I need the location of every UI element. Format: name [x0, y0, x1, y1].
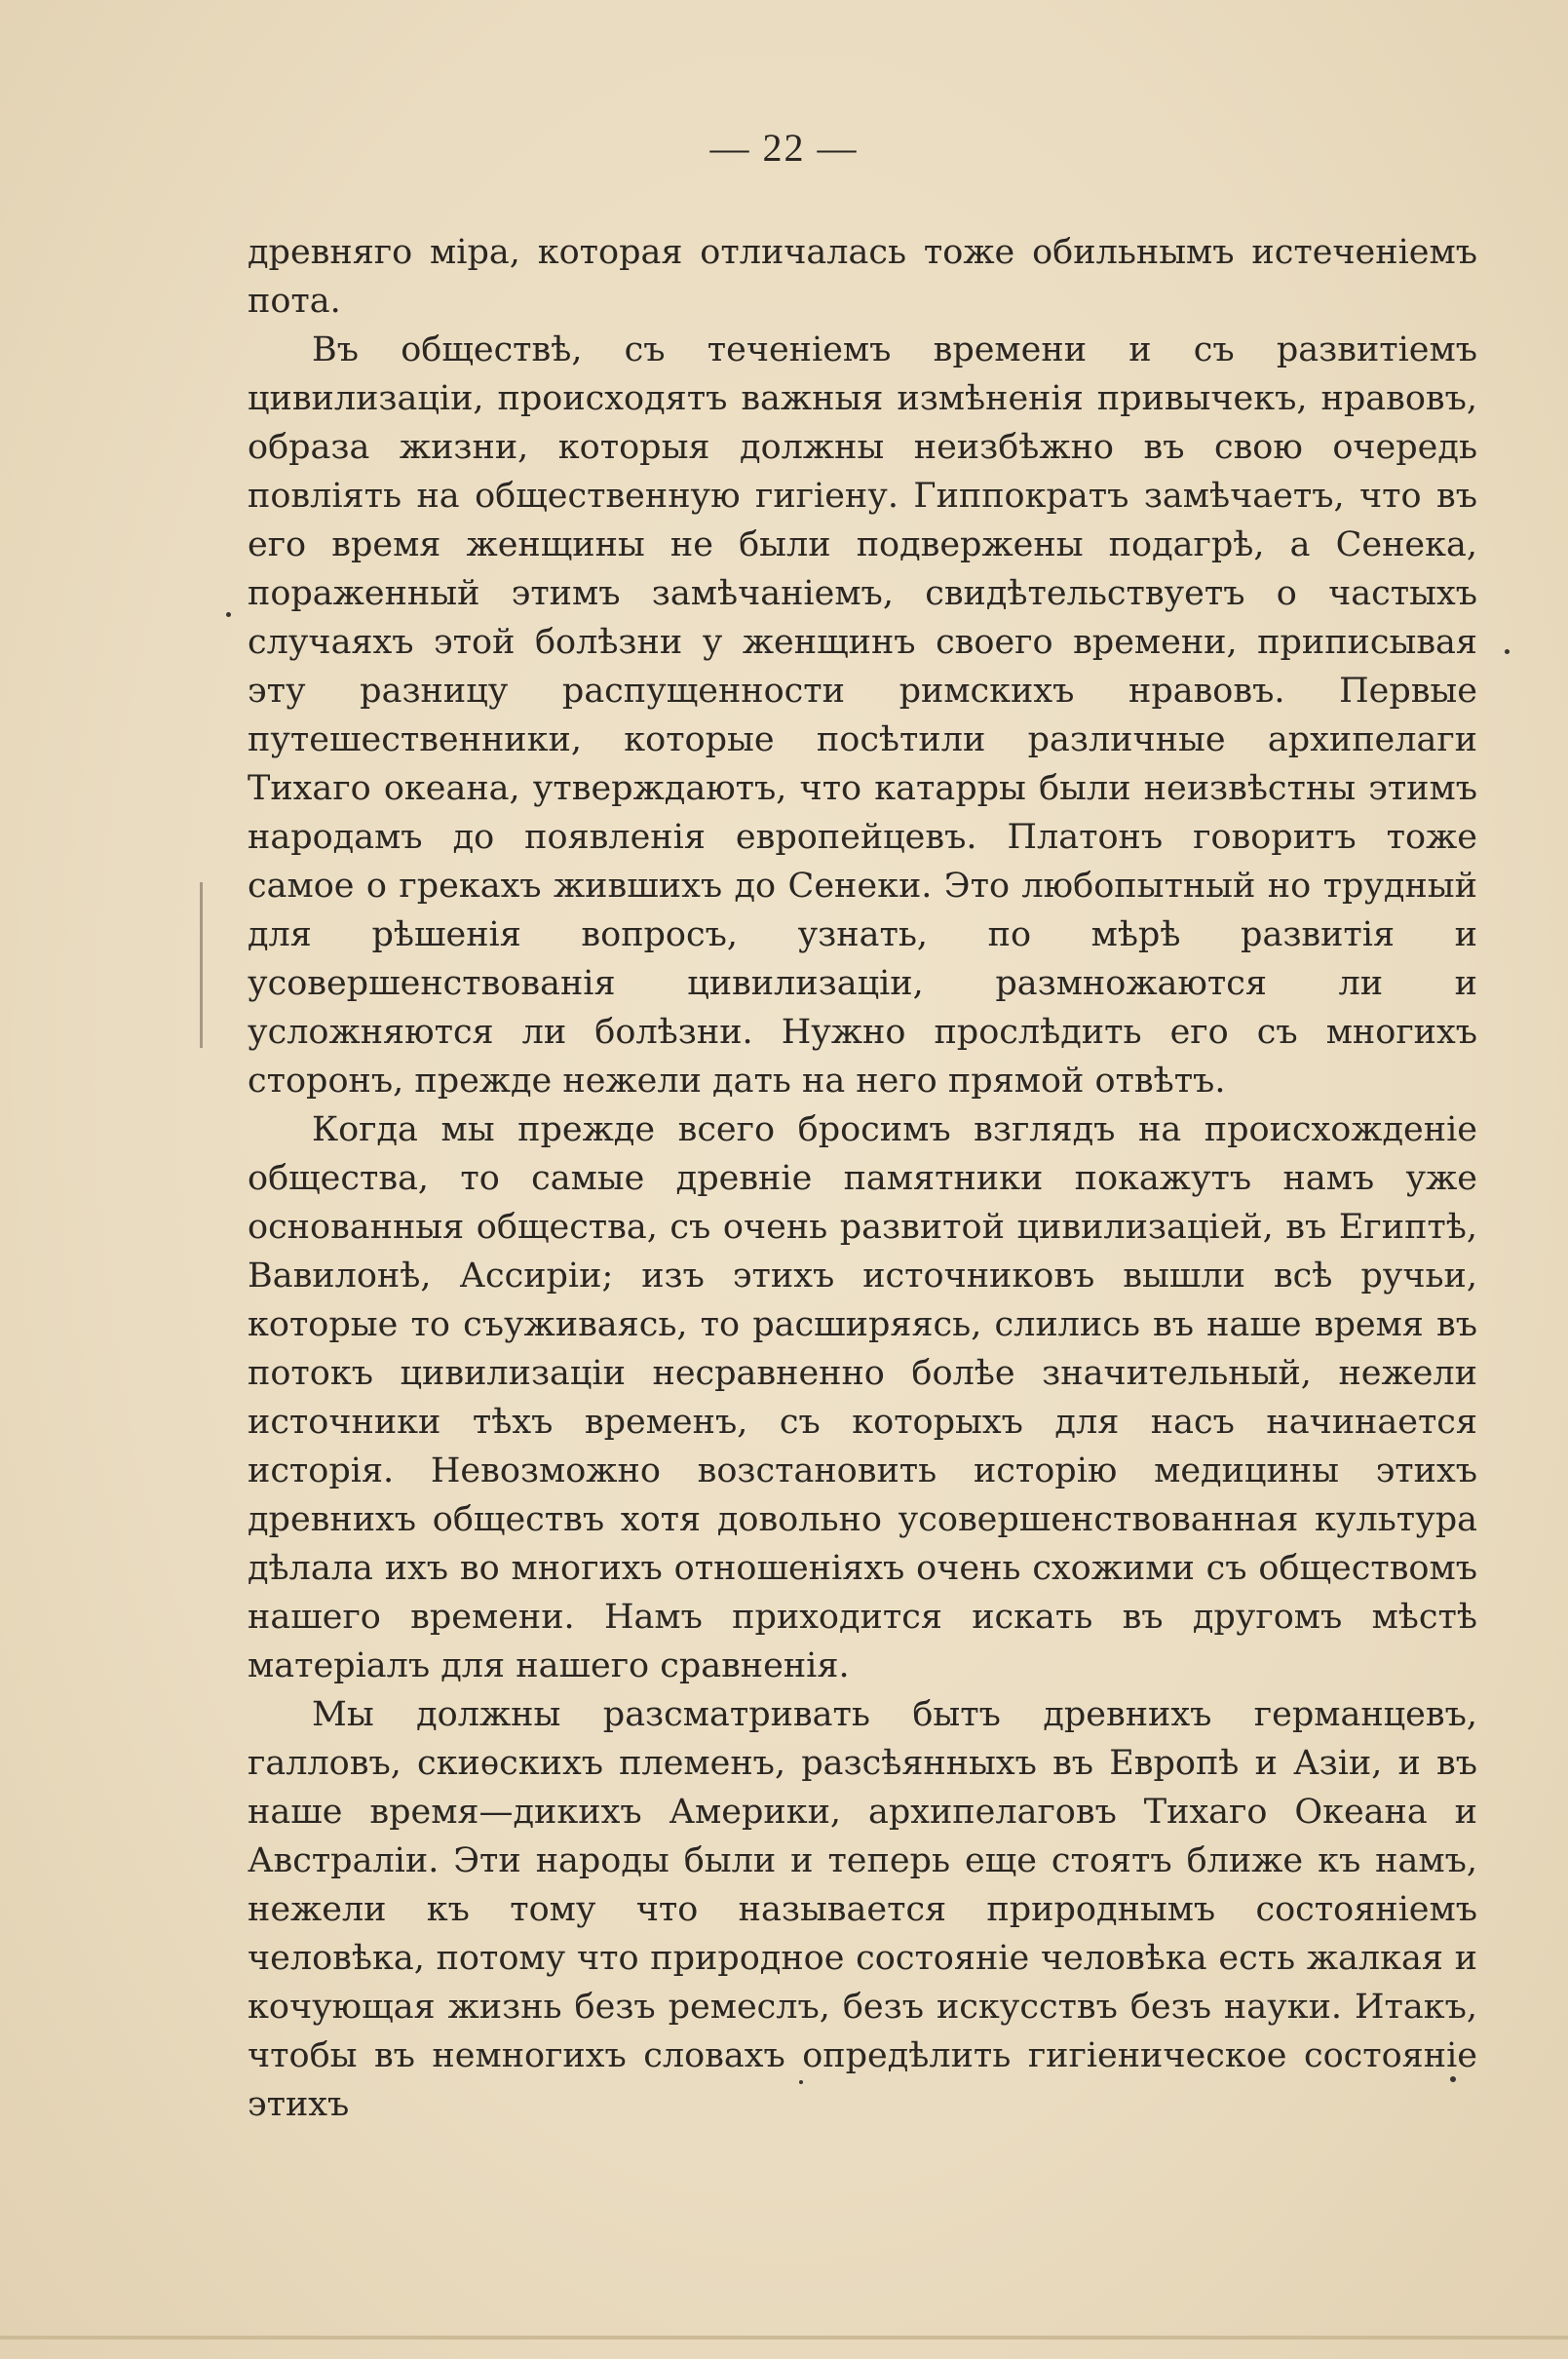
ink-speck [799, 2080, 803, 2084]
ink-speck [226, 612, 231, 617]
page-edge [0, 2336, 1568, 2340]
body-text [248, 228, 1477, 2129]
page-number: — 22 — [709, 126, 859, 170]
paragraph: Когда мы прежде всего бросимъ взглядъ на происхожденіе общества, то самые древніе памятники покажутъ намъ уже основанныя общества, съ очень развитой цивилизаціей, въ Египтѣ, Вавилонѣ, Ассиріи; изъ этихъ источниковъ вышли всѣ ручьи, которые то съуживаясь, то расширяясь, слились въ наше время въ потокъ цивилизаціи несравненно болѣе значительный, нежели источники тѣхъ временъ, съ которыхъ для насъ начинается исторія. Невозможно возстановить исторію медицины этихъ древнихъ обществъ хотя довольно усовершенствованная культура дѣлала ихъ во многихъ отношеніяхъ очень схожими съ обществомъ нашего времени. Намъ приходится искать въ другомъ мѣстѣ матеріалъ для нашего сравненія. [248, 1110, 1477, 1685]
paragraph-continued: древняго міра, которая отличалась тоже обильнымъ истеченіемъ пота. [248, 233, 1477, 321]
margin-pencil-mark [200, 882, 203, 1048]
ink-speck [1450, 2076, 1456, 2082]
paragraph: Въ обществѣ, съ теченіемъ времени и съ развитіемъ цивилизаціи, происходятъ важныя измѣненія привычекъ, нравовъ, образа жизни, которыя должны неизбѣжно въ свою очередь повліять на общественную гигіену. Гиппократъ замѣчаетъ, что въ его время женщины не были подвержены подагрѣ, а Сенека, пораженный этимъ замѣчаніемъ, свидѣтельствуетъ о частыхъ случаяхъ этой болѣзни у женщинъ своего времени, приписывая эту разницу распущенности римскихъ нравовъ. Первые путешественники, которые посѣтили различные архипелаги Тихаго океана, утверждаютъ, что катарры были неизвѣстны этимъ народамъ до появленія европейцевъ. Платонъ говоритъ тоже самое о грекахъ жившихъ до Сенеки. Это любопытный но трудный для рѣшенія вопросъ, узнать, по мѣрѣ развитія и усовершенствованія цивилизаціи, размножаются ли и усложняются ли болѣзни. Нужно прослѣдить его съ многихъ сторонъ, прежде нежели дать на него прямой отвѣтъ. [248, 330, 1477, 1101]
paragraph: Мы должны разсматривать бытъ древнихъ германцевъ, галловъ, скиѳскихъ племенъ, разсѣянныхъ въ Европѣ и Азіи, и въ наше время—дикихъ Америки, архипелаговъ Тихаго Океана и Австраліи. Эти народы были и теперь еще стоятъ ближе къ намъ, нежели къ тому что называется природнымъ состояніемъ человѣка, потому что природное состояніе человѣка есть жалкая и кочующая жизнь безъ ремеслъ, безъ искусствъ безъ науки. Итакъ, чтобы въ немногихъ словахъ опредѣлить гигіеническое состояніе этихъ [248, 1695, 1477, 2124]
ink-speck [1505, 649, 1510, 654]
